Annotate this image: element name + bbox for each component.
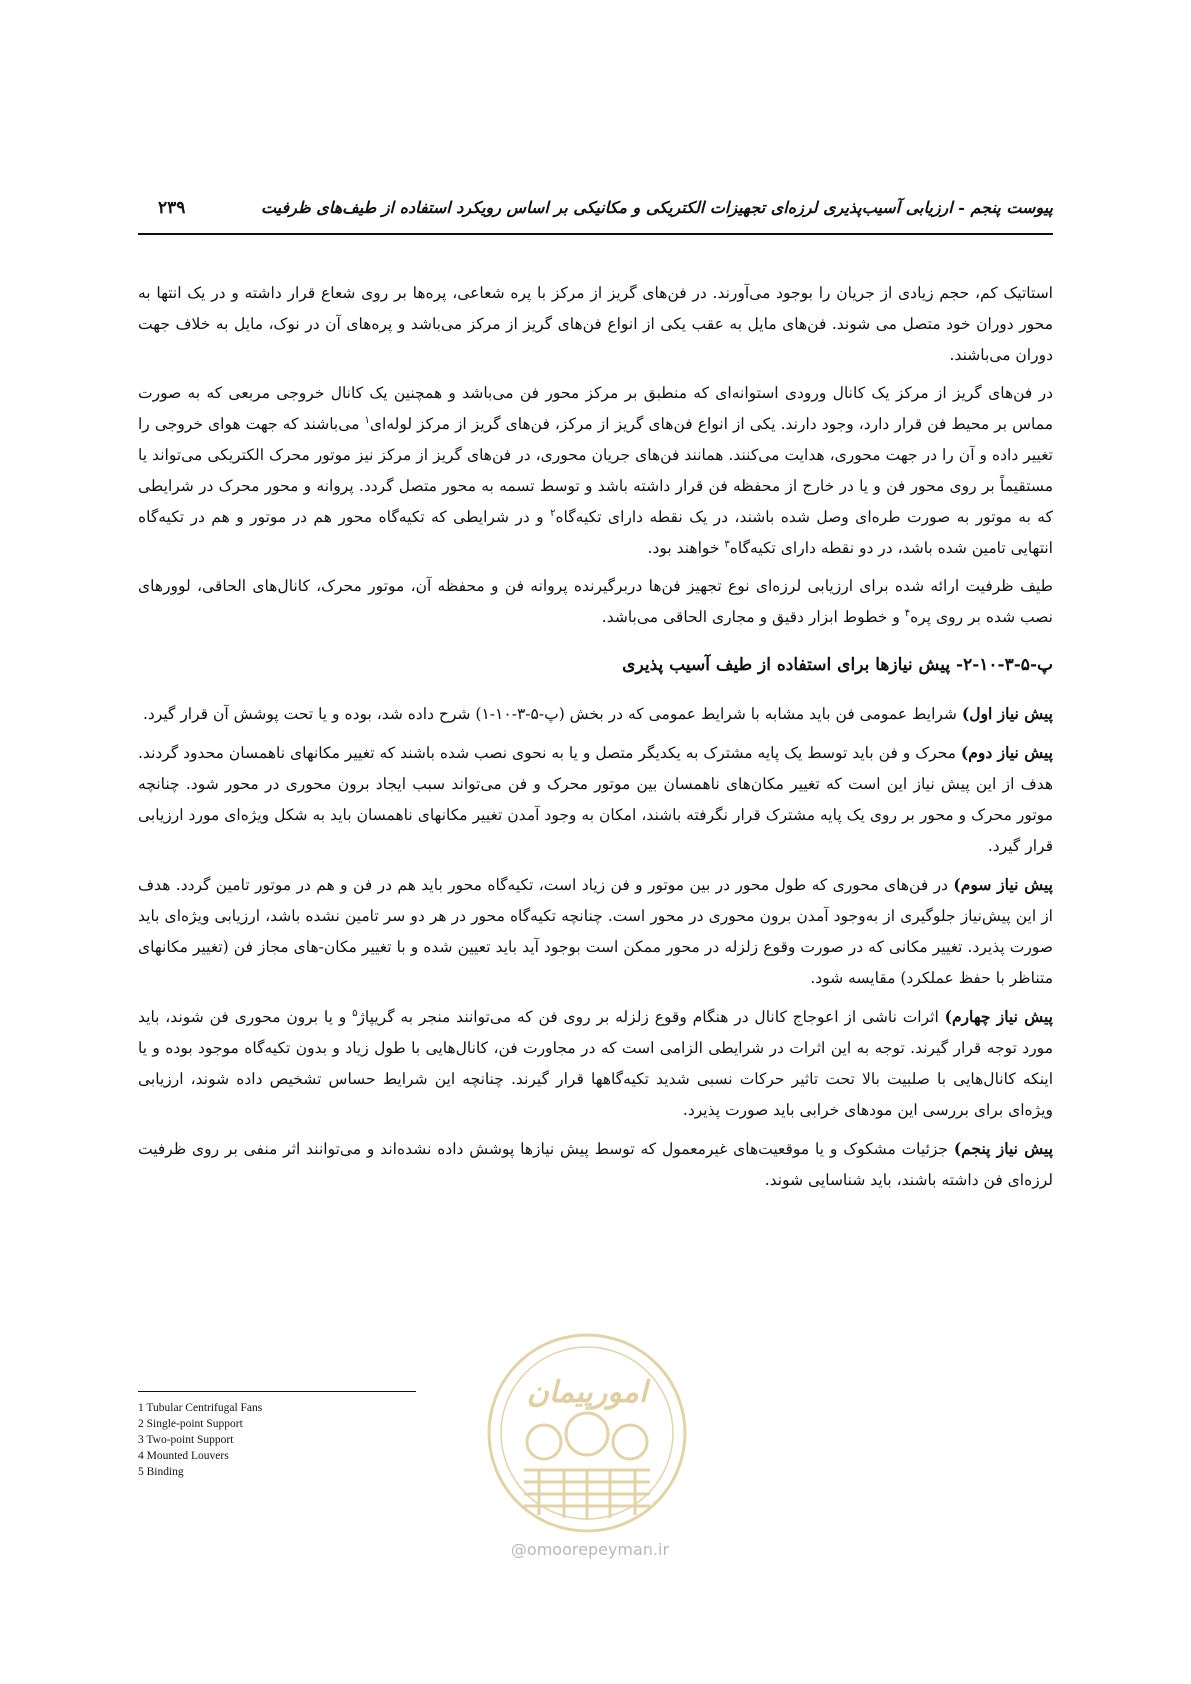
page-number: ۲۳۹ xyxy=(158,198,186,218)
p3-text-2: و خطوط ابزار دقیق و مجاری الحاقی می‌باشد. xyxy=(601,608,905,626)
footnote-ref-4: ۴ xyxy=(904,607,911,619)
prereq-1-label: پیش نیاز اول) xyxy=(961,704,1053,723)
prereq-3-label: پیش نیاز سوم) xyxy=(953,875,1053,894)
footnote-4: 4 Mounted Louvers xyxy=(138,1450,229,1462)
prereq-5-label: پیش نیاز پنجم) xyxy=(953,1139,1054,1158)
section-heading: پ-۵-۳-۱۰-۲- پیش نیازها برای استفاده از طیف آسیب پذیری xyxy=(622,655,1053,675)
prereq-3 xyxy=(138,869,1053,994)
prereq-4-text-1: اثرات ناشی از اعوجاج کانال در هنگام وقوع زلزله بر روی فن که می‌توانند منجر به گریپاژ xyxy=(357,1008,945,1026)
p2-text-4: خواهند بود. xyxy=(647,539,725,557)
footnote-2: 2 Single-point Support xyxy=(138,1418,243,1430)
footnote-ref-2: ۲ xyxy=(550,507,556,519)
watermark-logo-icon xyxy=(484,1330,690,1536)
watermark-caption: @omoorepeyman.ir xyxy=(510,1540,670,1559)
prereq-1-text: شرایط عمومی فن باید مشابه با شرایط عمومی که در بخش (پ-۵-۳-۱۰-۱) شرح داده شد، بوده و یا تحت پوشش آن قرار گیرد. xyxy=(142,705,962,723)
p3-text-1: طیف ظرفیت ارائه شده برای ارزیابی لرزه‌ای نوع تجهیز فن‌ها دربرگیرنده پروانه فن و محفظه آن، موتور محرک، کانال‌های الحاقی، لوورهای نصب شده بر روی پره xyxy=(138,577,1053,626)
prereq-4 xyxy=(138,1001,1053,1126)
p2-text-3: و در شرایطی که تکیه‌گاه محور هم در موتور و هم در تکیه‌گاه انتهایی تامین شده باشد، در دو نقطه دارای تکیه‌گاه xyxy=(138,508,1053,557)
paragraph-3 xyxy=(138,571,1053,633)
prereq-3-text: در فن‌های محوری که طول محور در بین موتور و فن زیاد است، تکیه‌گاه محور باید هم در فن و هم در موتور تامین گردد. هدف از این پیش‌نیاز جلوگیری از به‌وجود آمدن برون محوری در محور است. چنانچه تکیه‌گاه محور در هر دو سر تامین نشده باشد، ارزیابی ویژه‌ای باید صورت پذیرد. تغییر مکانی که در صورت وقوع زلزله در محور ممکن است بوجود آید باید تعیین شده و با تغییر مکان-های مجاز فن (تغییر مکانهای متناظر با حفظ عملکرد) مقایسه شود. xyxy=(138,876,1053,987)
p2-text-1: در فن‌های گریز از مرکز یک کانال ورودی استوانه‌ای که منطبق بر مرکز محور فن می‌باشد و همچنین یک کانال خروجی مربعی که به صورت مماس بر محیط فن قرار دارد، وجود دارند. یکی از انواع فن‌های گریز از مرکز، فن‌های گریز از مرکز لوله‌ای xyxy=(138,384,1053,433)
footnote-1: 1 Tubular Centrifugal Fans xyxy=(138,1402,263,1414)
prereq-1 xyxy=(138,698,1053,730)
header-title: پیوست پنجم - ارزیابی آسیب‌پذیری لرزه‌ای تجهیزات الکتریکی و مکانیکی بر اساس رویکرد استفاده از طیف‌های ظرفیت xyxy=(260,198,1053,217)
watermark-url: omoorepeyman.ir xyxy=(526,1540,670,1559)
footnote-3: 3 Two-point Support xyxy=(138,1434,234,1446)
body-text xyxy=(138,278,1053,1203)
footnote-ref-1: ۱ xyxy=(364,414,370,426)
footnote-5: 5 Binding xyxy=(138,1466,184,1478)
prereq-4-label: پیش نیاز چهارم) xyxy=(944,1007,1053,1026)
footnote-ref-3: ۳ xyxy=(724,538,730,550)
footnotes xyxy=(138,1400,262,1480)
paragraph-2 xyxy=(138,378,1053,564)
footnote-divider xyxy=(138,1391,416,1392)
header-divider xyxy=(138,233,1053,235)
prereq-2-label: پیش نیاز دوم) xyxy=(960,743,1053,762)
watermark-logo-text: امورپیمان xyxy=(526,1375,648,1410)
prereq-2-text: محرک و فن باید توسط یک پایه مشترک به یکدیگر متصل و یا به نحوی نصب شده باشند که تغییر مکانهای ناهمسان محدود گردند. هدف از این پیش نیاز این است که تغییر مکان‌های ناهمسان بین موتور محرک و فن می‌تواند سبب ایجاد برون محوری در محور شود. چنانچه موتور محرک و محور بر روی یک پایه مشترک قرار نگرفته باشند، امکان به وجود آمدن تغییر مکانهای ناهمسان باید به شکل ویژه‌ای مورد ارزیابی قرار گیرد. xyxy=(138,744,1053,855)
footnote-ref-5: ۵ xyxy=(352,1007,358,1019)
prereq-2 xyxy=(138,737,1053,862)
prereq-5 xyxy=(138,1133,1053,1196)
paragraph-1: استاتیک کم، حجم زیادی از جریان را بوجود می‌آورند. در فن‌های گریز از مرکز با پره شعاعی، پره‌ها بر روی شعاع قرار داشته و در یک انتها به محور دوران خود متصل می شوند. فن‌های مایل به عقب یکی از انواع فن‌های گریز از مرکز می‌باشد و پره‌های آن در نوک، مایل به خلاف جهت دوران می‌باشند. xyxy=(138,284,1053,364)
running-header xyxy=(138,198,1053,228)
prereq-4-text-2: و یا برون محوری فن شوند، باید مورد توجه قرار گیرند. توجه به این اثرات در شرایطی الزامی است که در مجاورت فن، کانال‌هایی با طول زیاد و بدون تکیه‌گاه موجود بوده و یا اینکه کانال‌هایی با صلبیت بالا تحت تاثیر حرکات نسبی شدید تکیه‌گاهها قرار گیرند. چنانچه این شرایط حساس تشخیص داده شوند، ارزیابی ویژه‌ای برای بررسی این مودهای خرابی باید صورت پذیرد. xyxy=(138,1008,1053,1119)
prereq-5-text: جزئیات مشکوک و یا موقعیت‌های غیرمعمول که توسط پیش نیازها پوشش داده نشده‌اند و می‌توانند اثر منفی بر روی ظرفیت لرزه‌ای فن داشته باشند، باید شناسایی شوند. xyxy=(138,1140,1053,1189)
p2-text-2: می‌باشند که جهت هوای خروجی را تغییر داده و آن را در جهت محوری، هدایت می‌کنند. همانند فن‌های جریان محوری، در فن‌های گریز از مرکز نیز موتور محرک الکتریکی می‌تواند یا مستقیماً بر روی محور فن و یا در خارج از محفظه فن قرار داشته باشد و توسط تسمه به محور متصل گردد. پروانه و محور محرک در شرایطی که به موتور به صورت طره‌ای وصل شده باشند، در یک نقطه دارای تکیه‌گاه xyxy=(138,415,1053,526)
